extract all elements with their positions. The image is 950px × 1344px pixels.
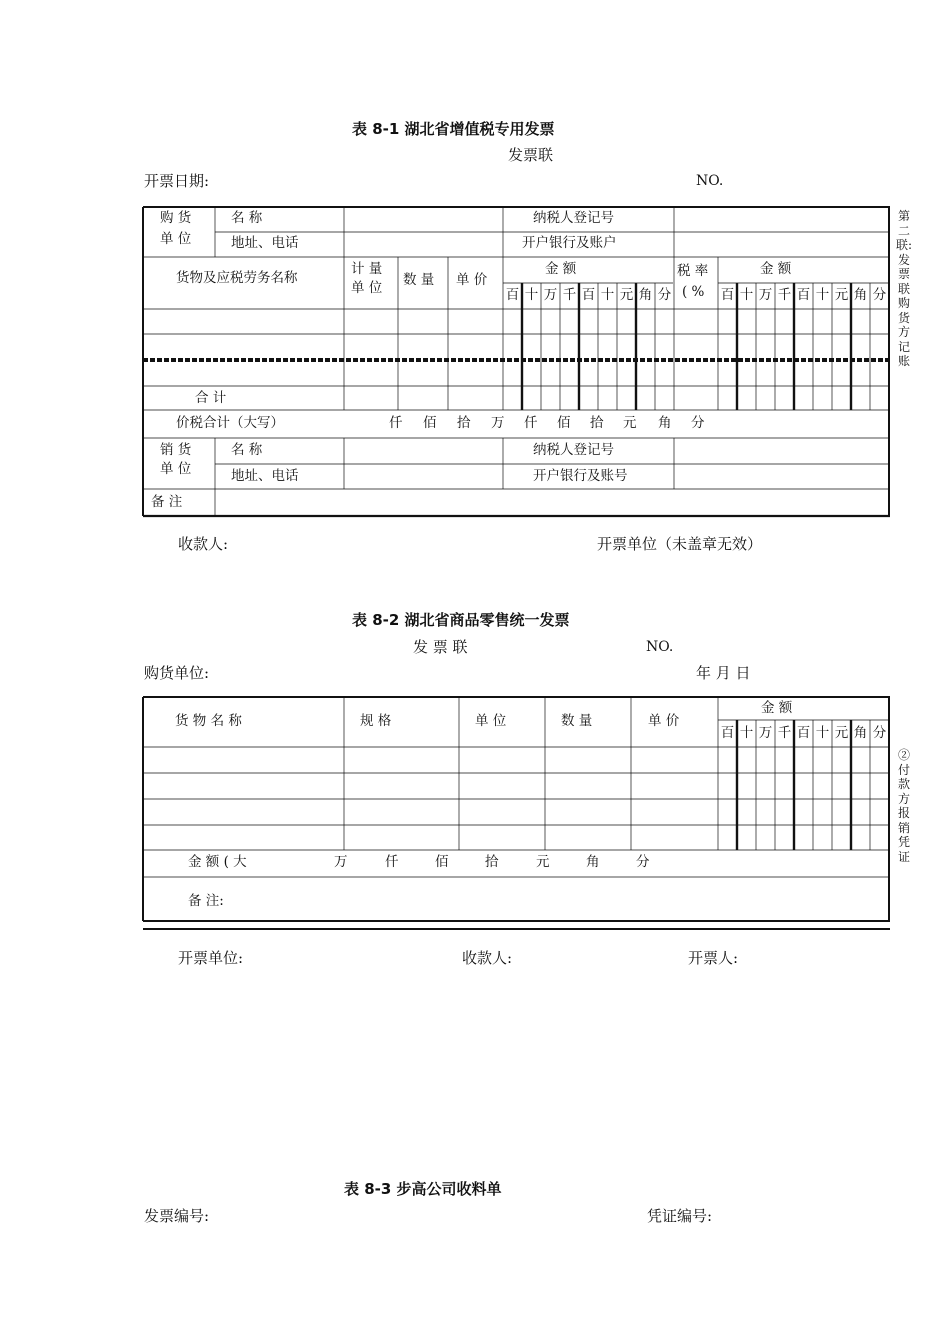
t3-voucher-no-label: 凭证编号: [647, 1207, 713, 1225]
digit-header: 十 [739, 725, 754, 741]
t2-side-note: ②付款方报销凭证 [897, 748, 910, 864]
t1-date-label: 开票日期: [144, 172, 210, 190]
t2-date-label: 年 月 日 [696, 664, 751, 682]
t1-no-label: NO. [696, 173, 724, 189]
digit-header: 十 [739, 287, 754, 303]
digit-header: 角 [638, 287, 653, 303]
digit-header: 元 [834, 725, 849, 741]
amount-unit-label: 仟 [385, 854, 399, 870]
t1-rate-label-1: 税 率 [677, 263, 709, 279]
digit-header: 千 [777, 725, 792, 741]
t2-no-label: NO. [646, 639, 674, 655]
t1-unit-label-1: 计 量 [351, 261, 383, 277]
amount-unit-label: 仟 [389, 415, 403, 431]
t2-issuer-label: 开票单位: [178, 949, 244, 967]
t1-taxid-label: 纳税人登记号 [533, 210, 614, 226]
t1-seller-taxid-label: 纳税人登记号 [533, 442, 614, 458]
amount-unit-label: 佰 [435, 854, 449, 870]
t1-total-label: 合 计 [195, 390, 227, 406]
digit-header: 十 [815, 725, 830, 741]
digit-header: 分 [872, 725, 887, 741]
digit-header: 十 [600, 287, 615, 303]
t1-seller-addr-label: 地址、电话 [231, 468, 299, 484]
t2-goods-label: 货 物 名 称 [175, 713, 242, 729]
amount-unit-label: 佰 [557, 415, 571, 431]
digit-header: 百 [796, 725, 811, 741]
t1-side-note: 第二联:发票联 购货方记账 [896, 209, 913, 368]
t2-buyer-label: 购货单位: [144, 664, 210, 682]
digit-header: 千 [777, 287, 792, 303]
amount-unit-label: 分 [636, 854, 650, 870]
t1-seller-label-1: 销 货 [160, 442, 192, 458]
digit-header: 万 [543, 287, 558, 303]
digit-header: 元 [619, 287, 634, 303]
amount-unit-label: 佰 [423, 415, 437, 431]
digit-header: 角 [853, 725, 868, 741]
t1-remark-label: 备 注 [151, 494, 183, 510]
t2-payee-label: 收款人: [462, 949, 513, 967]
digit-header: 万 [758, 725, 773, 741]
t2-unit-label: 单 位 [475, 713, 507, 729]
t1-seller-name-label: 名 称 [231, 442, 263, 458]
t1-seller-label-2: 单 位 [160, 461, 192, 477]
t1-bank-label: 开户银行及账户 [522, 235, 617, 251]
t3-title: 表 8-3 步高公司收料单 [344, 1180, 502, 1198]
t2-qty-label: 数 量 [561, 713, 593, 729]
t2-drawer-label: 开票人: [688, 949, 739, 967]
amount-unit-label: 分 [691, 415, 705, 431]
digit-header: 十 [524, 287, 539, 303]
amount-unit-label: 角 [658, 415, 672, 431]
t1-addr-label: 地址、电话 [231, 235, 299, 251]
digit-header: 百 [505, 287, 520, 303]
digit-header: 十 [815, 287, 830, 303]
amount-unit-label: 角 [586, 854, 600, 870]
digit-header: 百 [796, 287, 811, 303]
digit-header: 百 [581, 287, 596, 303]
t1-price-label: 单 价 [456, 272, 488, 288]
digit-header: 元 [834, 287, 849, 303]
t2-price-label: 单 价 [648, 713, 680, 729]
t1-buyer-label-1: 购 货 [160, 210, 192, 226]
amount-unit-label: 元 [623, 415, 637, 431]
t1-seller-bank-label: 开户银行及账号 [533, 468, 628, 484]
t1-title: 表 8-1 湖北省增值税专用发票 [352, 120, 555, 138]
amount-unit-label: 拾 [485, 854, 499, 870]
t3-invoice-no-label: 发票编号: [144, 1207, 210, 1225]
t2-subtitle: 发 票 联 [413, 638, 468, 656]
t2-total-label: 金 额 ( 大 [188, 854, 247, 870]
t1-goods-label: 货物及应税劳务名称 [176, 270, 298, 286]
digit-header: 百 [720, 725, 735, 741]
digit-header: 角 [853, 287, 868, 303]
t1-issuer-label: 开票单位（未盖章无效） [597, 535, 763, 553]
t1-tax-amount-label: 金 额 [760, 261, 792, 277]
amount-unit-label: 万 [491, 415, 505, 431]
t1-buyer-label-2: 单 位 [160, 231, 192, 247]
t1-qty-label: 数 量 [403, 272, 435, 288]
t1-payee-label: 收款人: [178, 535, 229, 553]
t1-rate-label-2: ( % [682, 284, 705, 300]
t1-grand-label: 价税合计（大写） [176, 415, 284, 431]
digit-header: 千 [562, 287, 577, 303]
t1-subtitle: 发票联 [508, 146, 554, 164]
digit-header: 分 [872, 287, 887, 303]
digit-header: 百 [720, 287, 735, 303]
amount-unit-label: 拾 [457, 415, 471, 431]
t2-spec-label: 规 格 [360, 713, 392, 729]
digit-header: 分 [657, 287, 672, 303]
t2-title: 表 8-2 湖北省商品零售统一发票 [352, 611, 570, 629]
digit-header: 万 [758, 287, 773, 303]
amount-unit-label: 元 [536, 854, 550, 870]
t1-amount-label: 金 额 [545, 261, 577, 277]
t1-name-label: 名 称 [231, 210, 263, 226]
t1-unit-label-2: 单 位 [351, 280, 383, 296]
amount-unit-label: 仟 [524, 415, 538, 431]
amount-unit-label: 万 [334, 854, 348, 870]
t2-amount-label: 金 额 [761, 700, 793, 716]
amount-unit-label: 拾 [590, 415, 604, 431]
t2-remark-label: 备 注: [188, 893, 224, 909]
